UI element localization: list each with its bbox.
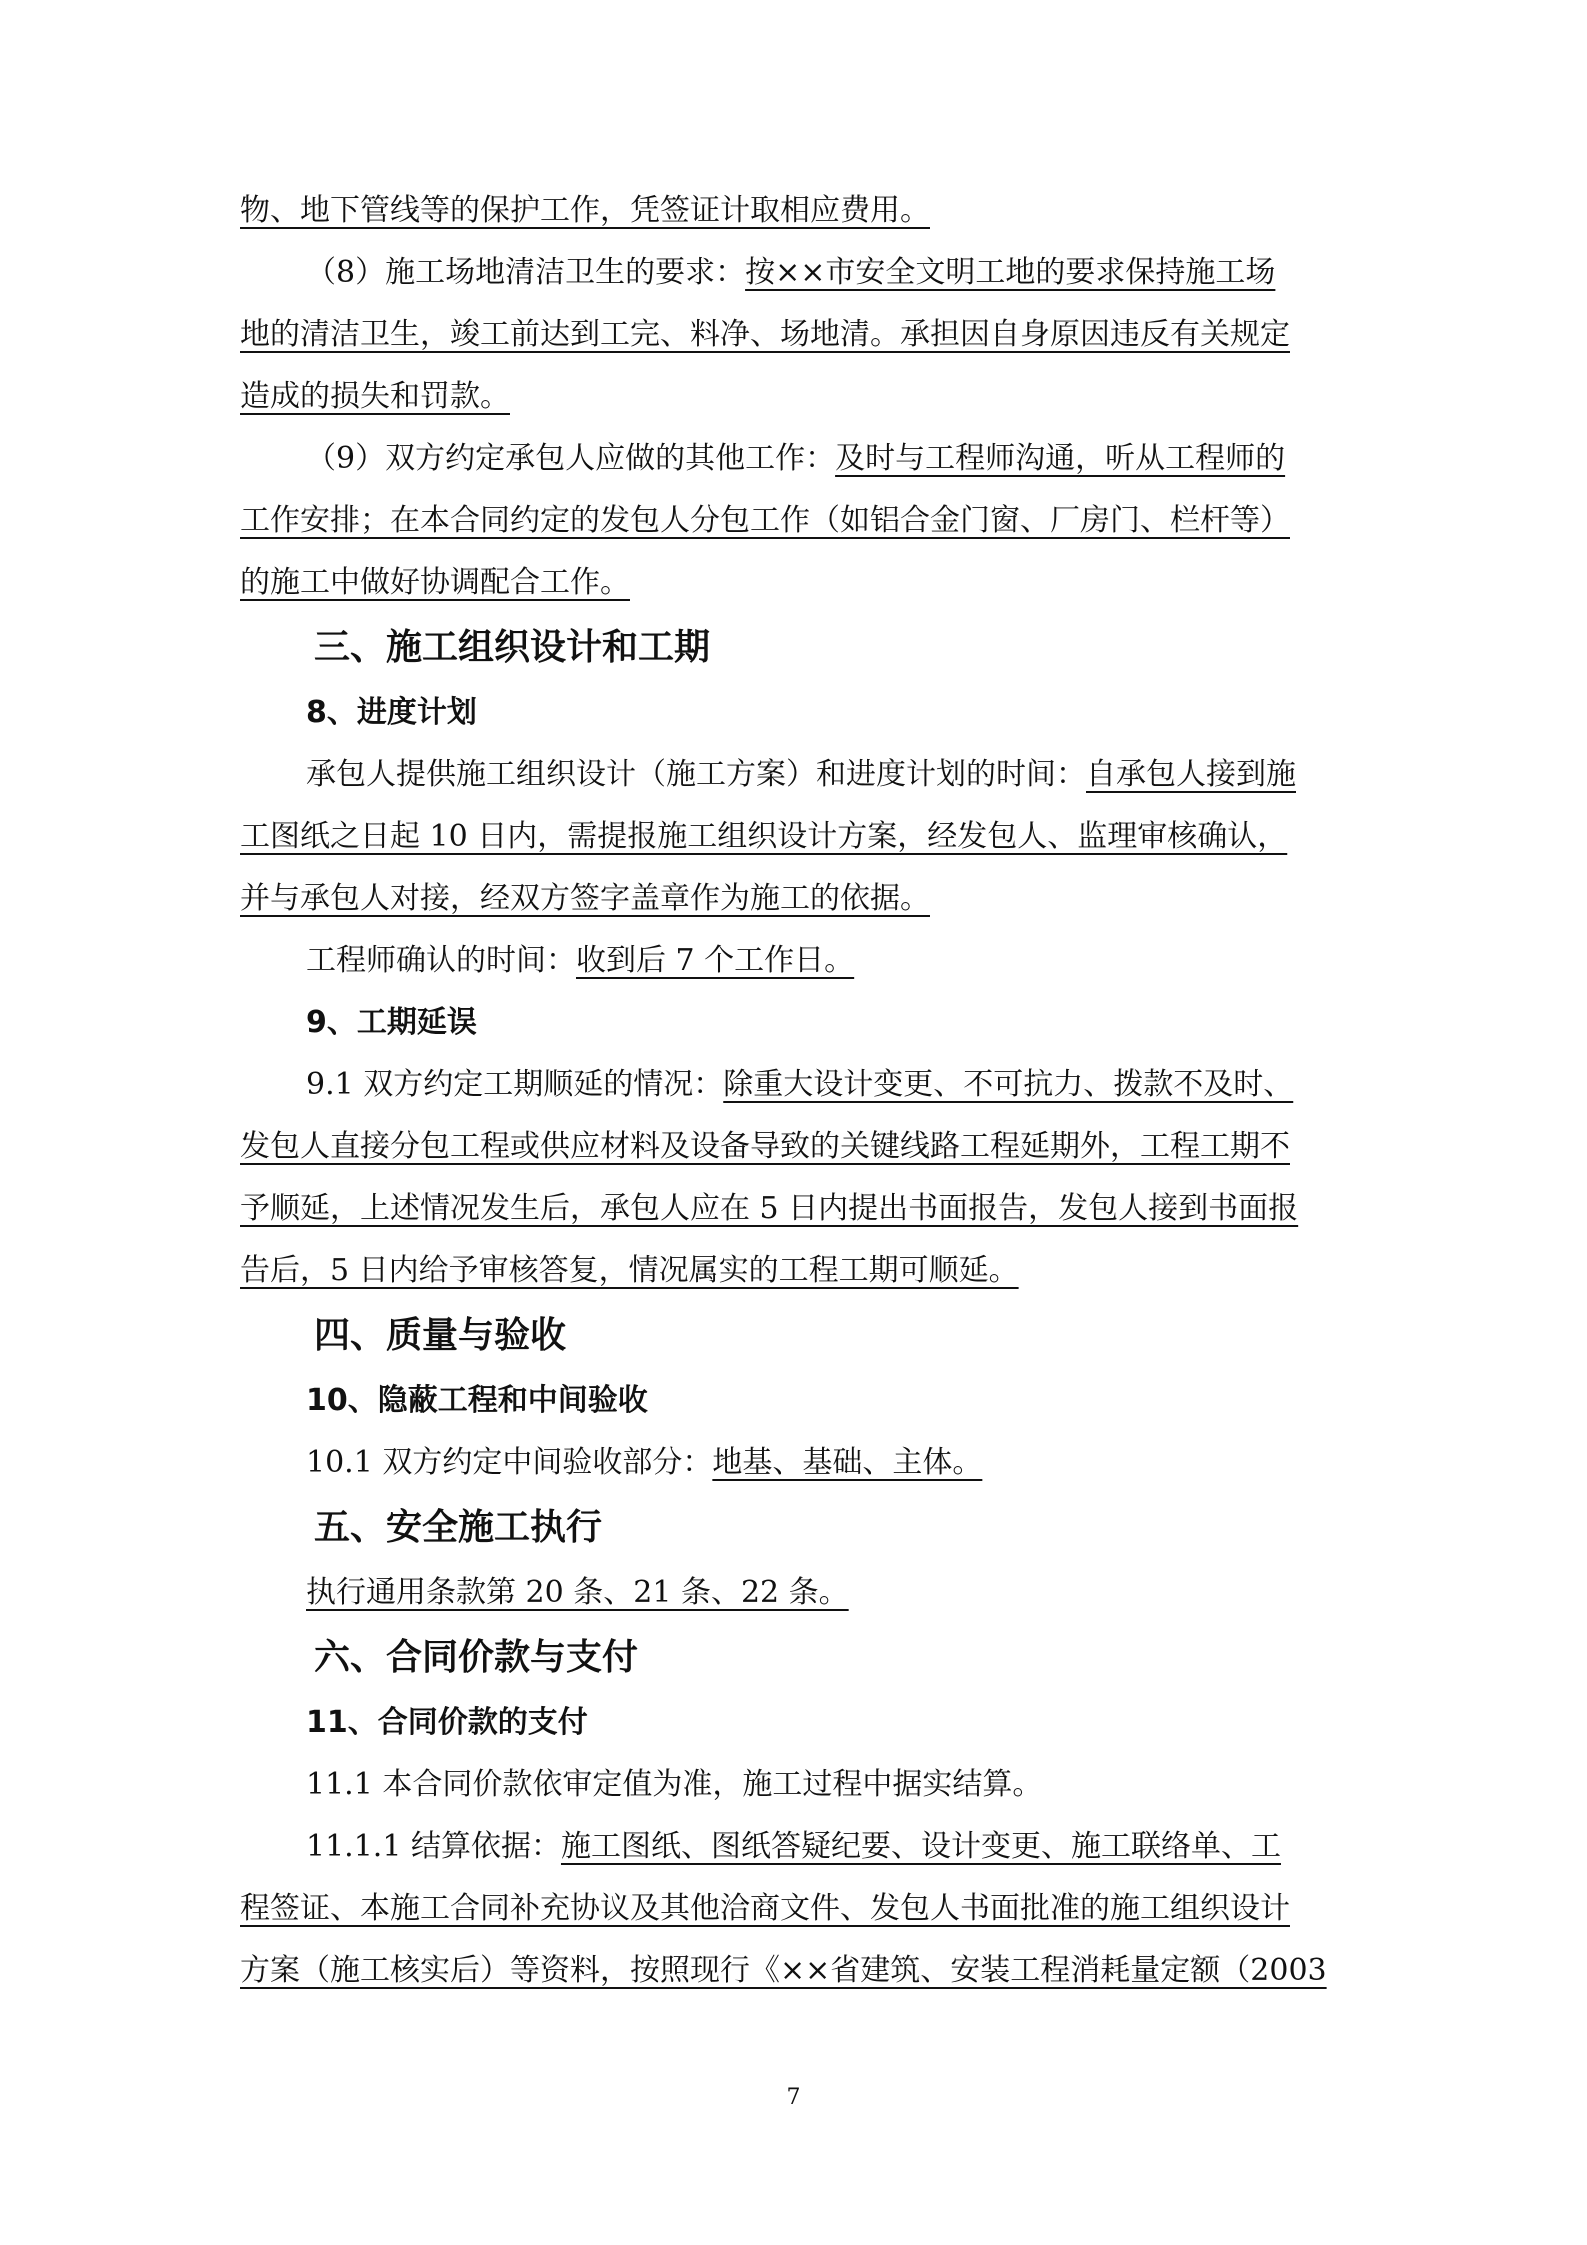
item-9-value-1: 及时与工程师沟通，听从工程师的 — [835, 441, 1286, 476]
item-8-value-1: 按××市安全文明工地的要求保持施工场 — [745, 255, 1276, 290]
clause-9-value-3: 予顺延，上述情况发生后，承包人应在 5 日内提出书面报告，发包人接到书面报 — [240, 1191, 1299, 1226]
clause-8-line-3 — [240, 868, 1350, 930]
item-8-line-3 — [240, 366, 1350, 428]
clause-8-confirm-label: 工程师确认的时间： — [306, 943, 576, 978]
section-4-heading: 四、质量与验收 — [314, 1315, 567, 1356]
clause-11-line-2 — [240, 1878, 1350, 1940]
clause-8-confirm-line — [240, 930, 1350, 992]
clause-11-p1 — [240, 1754, 1350, 1816]
item-8-line-1 — [240, 242, 1350, 304]
clause-9-value-2: 发包人直接分包工程或供应材料及设备导致的关键线路工程延期外，工程工期不 — [240, 1129, 1290, 1164]
clause-8-line-1 — [240, 744, 1350, 806]
item-9-value-2: 工作安排；在本合同约定的发包人分包工作（如铝合金门窗、厂房门、栏杆等） — [240, 503, 1290, 538]
item-9-label: （9）双方约定承包人应做的其他工作： — [306, 441, 836, 476]
clause-10-label: 10.1 双方约定中间验收部分： — [306, 1445, 713, 1480]
clause-8-value-1: 自承包人接到施 — [1086, 757, 1296, 792]
clause-8-value-2: 工图纸之日起 10 日内，需提报施工组织设计方案，经发包人、监理审核确认， — [240, 819, 1288, 854]
clause-11-value-1: 施工图纸、图纸答疑纪要、设计变更、施工联络单、工 — [560, 1829, 1281, 1864]
clause-9-line-4 — [240, 1240, 1350, 1302]
clause-11-value-3: 方案（施工核实后）等资料，按照现行《××省建筑、安装工程消耗量定额（2003 — [240, 1953, 1327, 1988]
clause-9-heading: 9、工期延误 — [306, 1005, 477, 1040]
item-8-value-3: 造成的损失和罚款。 — [240, 379, 510, 414]
clause-9-label: 9.1 双方约定工期顺延的情况： — [306, 1067, 724, 1102]
section-5-line — [240, 1562, 1350, 1624]
document-body — [240, 180, 1350, 2002]
page-number: 7 — [786, 2085, 801, 2110]
section-6-heading: 六、合同价款与支付 — [314, 1637, 639, 1678]
clause-9-value-4: 告后，5 日内给予审核答复，情况属实的工程工期可顺延。 — [240, 1253, 1019, 1288]
clause-8-label: 承包人提供施工组织设计（施工方案）和进度计划的时间： — [306, 757, 1086, 792]
section-5-heading: 五、安全施工执行 — [314, 1507, 603, 1548]
section-3-heading: 三、施工组织设计和工期 — [314, 627, 711, 668]
clause-9-line-1 — [240, 1054, 1350, 1116]
clause-10-line — [240, 1432, 1350, 1494]
clause-11-line-3 — [240, 1940, 1350, 2002]
clause-9-line-3 — [240, 1178, 1350, 1240]
section-5-text: 执行通用条款第 20 条、21 条、22 条。 — [306, 1575, 849, 1610]
item-8-value-2: 地的清洁卫生，竣工前达到工完、料净、场地清。承担因自身原因违反有关规定 — [240, 317, 1290, 352]
clause-11-line-1 — [240, 1816, 1350, 1878]
clause-10-value: 地基、基础、主体。 — [712, 1445, 983, 1480]
clause-11-p1-text: 11.1 本合同价款依审定值为准，施工过程中据实结算。 — [306, 1767, 1043, 1802]
para-7-continuation — [240, 180, 1350, 242]
clause-8-value-3: 并与承包人对接，经双方签字盖章作为施工的依据。 — [240, 881, 930, 916]
item-8-line-2 — [240, 304, 1350, 366]
clause-11-value-2: 程签证、本施工合同补充协议及其他洽商文件、发包人书面批准的施工组织设计 — [240, 1891, 1290, 1926]
clause-8-line-2 — [240, 806, 1350, 868]
clause-9-line-2 — [240, 1116, 1350, 1178]
item-9-line-3 — [240, 552, 1350, 614]
clause-11-label: 11.1.1 结算依据： — [306, 1829, 561, 1864]
clause-11-heading: 11、合同价款的支付 — [306, 1705, 588, 1740]
item-8-label: （8）施工场地清洁卫生的要求： — [306, 255, 746, 290]
item-9-line-1 — [240, 428, 1350, 490]
clause-8-confirm-value: 收到后 7 个工作日。 — [576, 943, 855, 978]
clause-9-value-1: 除重大设计变更、不可抗力、拨款不及时、 — [723, 1067, 1294, 1102]
clause-10-heading: 10、隐蔽工程和中间验收 — [306, 1383, 648, 1418]
para-7-text: 物、地下管线等的保护工作，凭签证计取相应费用。 — [240, 193, 930, 228]
clause-8-heading: 8、进度计划 — [306, 695, 477, 730]
item-9-value-3: 的施工中做好协调配合工作。 — [240, 565, 630, 600]
item-9-line-2 — [240, 490, 1350, 552]
